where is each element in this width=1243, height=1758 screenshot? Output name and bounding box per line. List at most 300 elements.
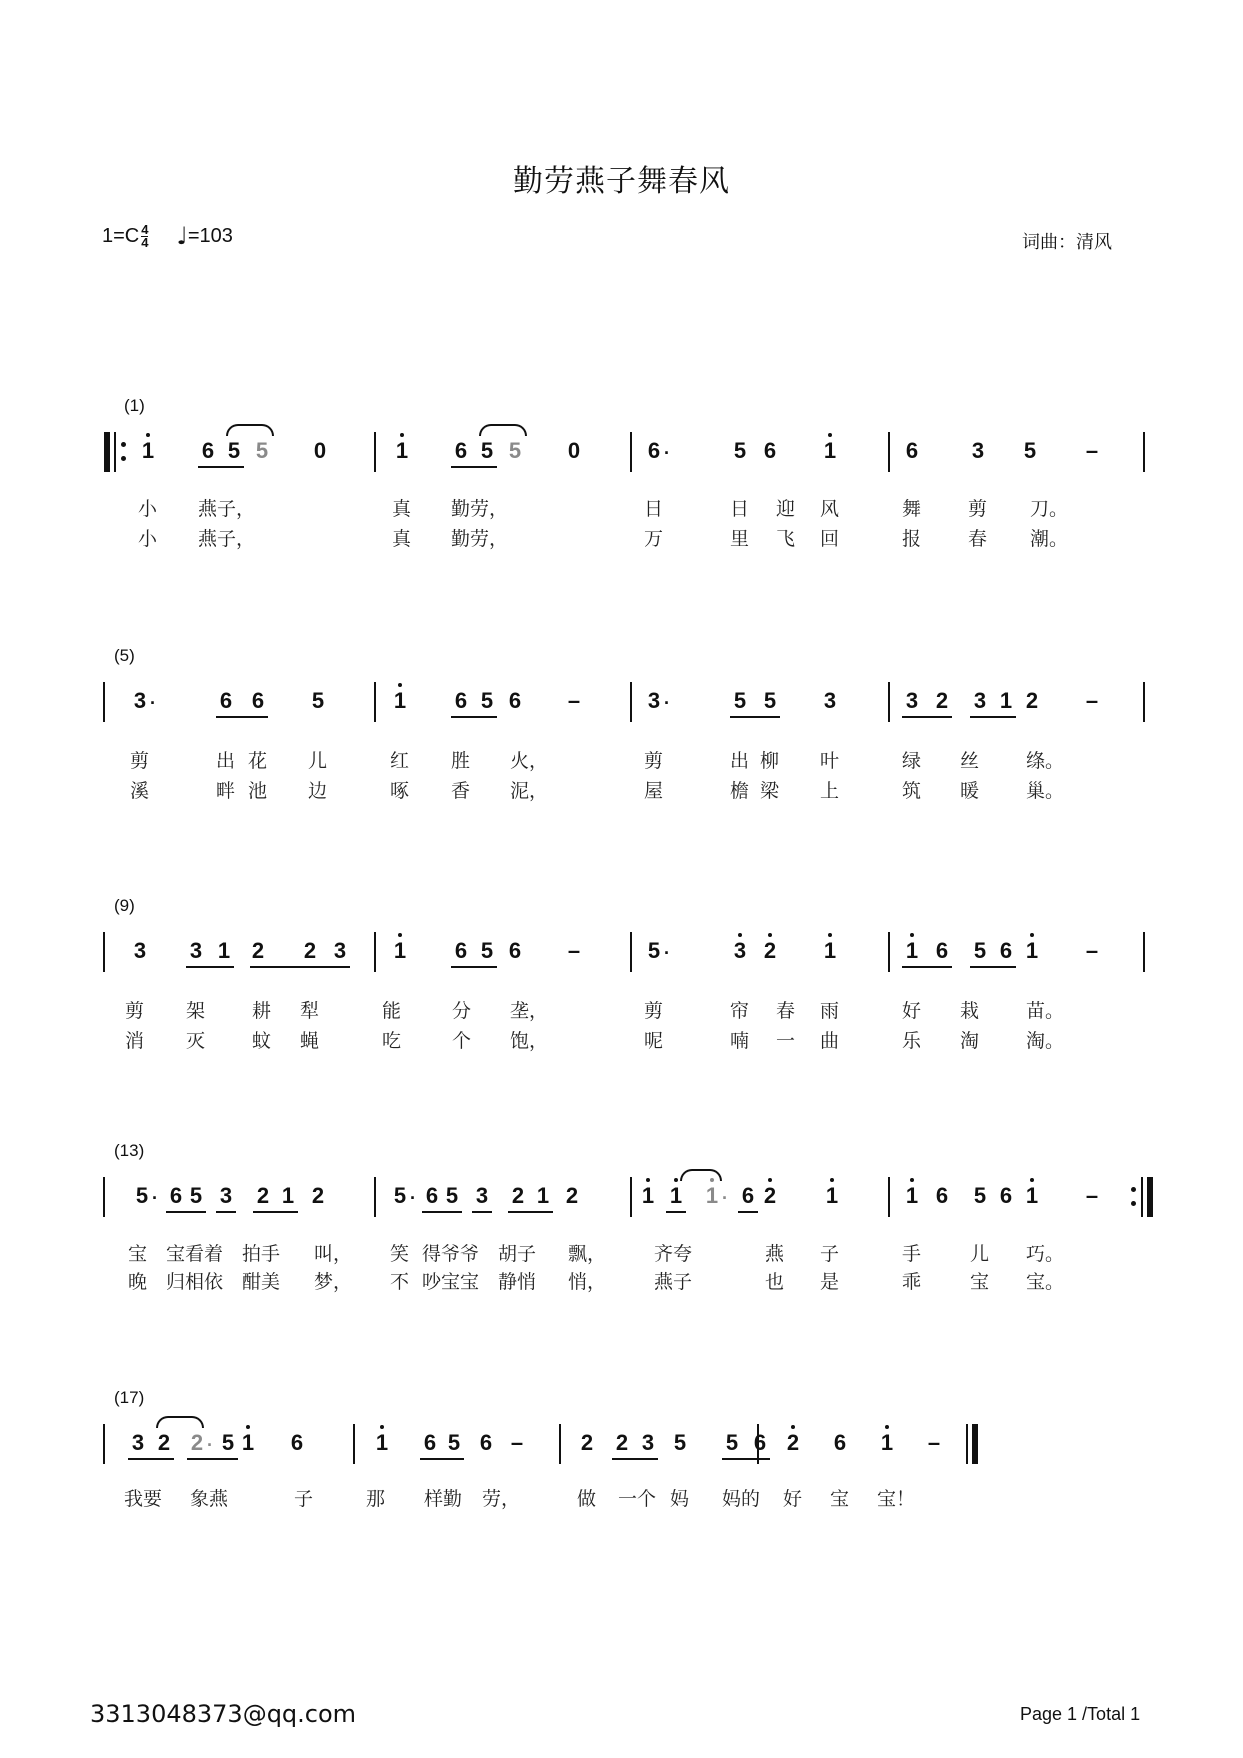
beam-underline: [970, 966, 1016, 968]
lyric-syllable: 巢。: [1026, 780, 1065, 802]
note: 2: [784, 1430, 802, 1456]
repeat-start-barline: [104, 432, 110, 472]
lyric-syllable: 子: [820, 1243, 840, 1265]
note: 5 ·: [393, 1183, 416, 1208]
barline: [374, 1177, 376, 1217]
beam-underline: [451, 716, 497, 718]
note: 2: [761, 938, 779, 964]
note: 6: [999, 1183, 1013, 1208]
lyric-syllable: 剪: [644, 1000, 664, 1022]
lyric-syllable: 象燕: [190, 1488, 229, 1510]
lyric-syllable: 剪: [968, 498, 988, 520]
note: 0: [313, 438, 327, 463]
key-signature: [102, 222, 233, 250]
lyric-syllable: 栽: [960, 1000, 980, 1022]
note: 2: [580, 1430, 594, 1455]
note: 3: [905, 688, 919, 713]
lyric-syllable: 劳，: [482, 1488, 521, 1510]
measure-number: (1): [124, 396, 145, 415]
barline: [630, 432, 632, 472]
lyric-syllable: 样勤: [424, 1488, 463, 1510]
lyric-syllable: 儿: [970, 1243, 990, 1265]
time-signature-bottom: 4: [141, 234, 149, 250]
lyric-syllable: 胡子: [498, 1243, 537, 1265]
sustain-dash: –: [510, 1430, 524, 1455]
sustain-dash: –: [1085, 1183, 1099, 1208]
barline: [1143, 682, 1145, 722]
note: 5: [311, 688, 325, 713]
lyric-syllable: 呢: [644, 1030, 664, 1052]
lyric-syllable: 燕子: [654, 1271, 693, 1293]
note: 5: [973, 938, 987, 963]
note: 6: [454, 438, 468, 463]
lyric-syllable: 齐夸: [654, 1243, 693, 1265]
note: 2: [311, 1183, 325, 1208]
note: 5: [480, 438, 494, 463]
note: 2: [1025, 688, 1039, 713]
barline: [559, 1424, 561, 1464]
lyric-syllable: 真: [392, 528, 412, 550]
lyric-syllable: 檐: [730, 780, 750, 802]
beam-underline: [666, 1211, 686, 1213]
lyric-syllable: 乐: [902, 1030, 922, 1052]
lyric-syllable: 刀。: [1030, 498, 1069, 520]
slur: [226, 424, 274, 436]
lyric-syllable: 蚊: [252, 1030, 272, 1052]
note: 1: [821, 938, 839, 964]
beam-underline: [216, 716, 268, 718]
lyric-syllable: 剪: [130, 750, 150, 772]
lyric-syllable: 日: [730, 498, 750, 520]
note: 1: [821, 438, 839, 464]
lyric-syllable: 宝！: [877, 1488, 916, 1510]
lyric-syllable: 宝: [128, 1243, 148, 1265]
note: 5: [1023, 438, 1037, 463]
note: 1: [536, 1183, 550, 1208]
lyric-syllable: 小: [138, 498, 158, 520]
lyric-syllable: 春: [776, 1000, 796, 1022]
note: 6: [508, 688, 522, 713]
barline: [1143, 432, 1145, 472]
note: 1: [823, 1183, 841, 1209]
note: 1: [1023, 938, 1041, 964]
lyric-syllable: 上: [820, 780, 840, 802]
note: 5: [480, 688, 494, 713]
sustain-dash: –: [927, 1430, 941, 1455]
lyric-syllable: 万: [644, 528, 664, 550]
lyric-syllable: 分: [452, 1000, 472, 1022]
repeat-dots: [121, 438, 127, 466]
lyric-syllable: 飘，: [568, 1243, 607, 1265]
lyric-syllable: 啄: [390, 780, 410, 802]
barline: [374, 432, 376, 472]
note: 2 ·: [190, 1430, 213, 1455]
barline: [888, 932, 890, 972]
lyric-syllable: 巧。: [1026, 1243, 1065, 1265]
beam-underline: [186, 966, 234, 968]
note: 2: [761, 1183, 779, 1209]
lyric-syllable: 红: [390, 750, 410, 772]
lyric-syllable: 架: [186, 1000, 206, 1022]
note: 6: [454, 688, 468, 713]
note: 6: [219, 688, 233, 713]
lyric-syllable: 勤劳，: [451, 498, 509, 520]
lyric-syllable: 叫，: [314, 1243, 353, 1265]
beam-underline: [216, 1211, 236, 1213]
note: 6: [763, 438, 777, 463]
lyric-syllable: 耕: [252, 1000, 272, 1022]
beam-underline: [722, 1458, 770, 1460]
lyric-syllable: 我要: [124, 1488, 163, 1510]
lyric-syllable: 胜: [451, 750, 471, 772]
lyric-syllable: 好: [783, 1488, 803, 1510]
note: 5: [445, 1183, 459, 1208]
barline: [103, 682, 105, 722]
note: 6: [251, 688, 265, 713]
lyric-syllable: 不: [390, 1271, 410, 1293]
lyric-syllable: 燕: [765, 1243, 785, 1265]
note: 5: [725, 1430, 739, 1455]
lyric-syllable: 泥，: [510, 780, 549, 802]
lyric-syllable: 手: [902, 1243, 922, 1265]
lyric-syllable: 出: [730, 750, 750, 772]
barline: [888, 432, 890, 472]
lyric-syllable: 绦。: [1026, 750, 1065, 772]
lyric-syllable: 晚: [128, 1271, 148, 1293]
barline: [888, 1177, 890, 1217]
measure-number: (5): [114, 646, 135, 665]
time-signature: [141, 221, 149, 250]
beam-underline: [128, 1458, 174, 1460]
lyric-syllable: 潮。: [1030, 528, 1069, 550]
lyric-syllable: 帘: [730, 1000, 750, 1022]
sustain-dash: –: [1085, 688, 1099, 713]
lyric-syllable: 燕子，: [198, 498, 256, 520]
lyric-syllable: 是: [820, 1271, 840, 1293]
lyric-syllable: 小: [138, 528, 158, 550]
lyric-syllable: 飞: [776, 528, 796, 550]
lyric-syllable: 好: [902, 1000, 922, 1022]
lyric-syllable: 灭: [186, 1030, 206, 1052]
beam-underline: [970, 716, 1016, 718]
final-barline: [972, 1424, 978, 1464]
lyric-syllable: 也: [765, 1271, 785, 1293]
note: 5: [227, 438, 241, 463]
note: 2: [256, 1183, 270, 1208]
lyric-syllable: 苗。: [1026, 1000, 1065, 1022]
barline: [630, 682, 632, 722]
lyric-syllable: 风: [820, 498, 840, 520]
note: 3: [731, 938, 749, 964]
note: 1: [391, 938, 409, 964]
lyric-syllable: 梁: [760, 780, 780, 802]
lyric-syllable: 宝: [970, 1271, 990, 1293]
lyric-syllable: 叶: [820, 750, 840, 772]
lyric-syllable: 宝: [830, 1488, 850, 1510]
measure-number: (13): [114, 1141, 145, 1160]
note: 1: [391, 688, 409, 714]
note: 5 ·: [647, 938, 670, 963]
lyric-syllable: 报: [902, 528, 922, 550]
lyric-syllable: 香: [451, 780, 471, 802]
staff-row: [0, 1141, 1243, 1341]
staff-row: [0, 896, 1243, 1096]
note: 6: [935, 938, 949, 963]
note: 5: [733, 438, 747, 463]
note: 6: [905, 438, 919, 463]
note: 1: [999, 688, 1013, 713]
note: 6: [479, 1430, 493, 1455]
lyric-syllable: 吃: [382, 1030, 402, 1052]
lyric-syllable: 剪: [644, 750, 664, 772]
note: 2: [565, 1183, 579, 1208]
lyric-syllable: 柳: [760, 750, 780, 772]
sustain-dash: –: [567, 938, 581, 963]
key-label: 1=C: [102, 224, 140, 247]
note: 1: [393, 438, 411, 464]
barline: [103, 1177, 105, 1217]
lyric-syllable: 梦，: [314, 1271, 353, 1293]
note: 5: [189, 1183, 203, 1208]
note: 1: [903, 938, 921, 964]
contact-email: 3313048373@qq.com: [90, 1700, 357, 1728]
note: 5: [255, 438, 269, 463]
barline: [374, 932, 376, 972]
note: 2: [303, 938, 317, 963]
time-signature-top: 4: [141, 221, 149, 237]
note: 1: [139, 438, 157, 464]
lyric-syllable: 饱，: [510, 1030, 549, 1052]
lyric-syllable: 儿: [308, 750, 328, 772]
note: 3 ·: [647, 688, 670, 713]
lyric-syllable: 剪: [125, 1000, 145, 1022]
slur: [156, 1416, 204, 1428]
note: 2: [615, 1430, 629, 1455]
note: 2: [511, 1183, 525, 1208]
lyric-syllable: 火，: [510, 750, 549, 772]
note: 3: [641, 1430, 655, 1455]
note: 6: [935, 1183, 949, 1208]
beam-underline: [451, 966, 497, 968]
note: 3 ·: [133, 688, 156, 713]
note: 1: [239, 1430, 257, 1456]
repeat-end-barline: [1141, 1177, 1143, 1217]
repeat-end-barline: [1147, 1177, 1153, 1217]
note: 6: [423, 1430, 437, 1455]
composer-credit: 词曲：清风: [1022, 232, 1112, 253]
note: 6: [753, 1430, 767, 1455]
note: 3: [973, 688, 987, 713]
note: 3: [475, 1183, 489, 1208]
quarter-note-icon: ♩: [176, 222, 188, 250]
lyric-syllable: 妈的: [722, 1488, 761, 1510]
note: 6: [169, 1183, 183, 1208]
lyric-syllable: 曲: [820, 1030, 840, 1052]
lyric-syllable: 笑: [390, 1243, 410, 1265]
lyric-syllable: 日: [644, 498, 664, 520]
beam-underline: [420, 1458, 464, 1460]
song-title: 勤劳燕子舞春风: [513, 164, 730, 199]
lyric-syllable: 能: [382, 1000, 402, 1022]
lyric-syllable: 花: [248, 750, 268, 772]
lyric-syllable: 子: [294, 1488, 314, 1510]
lyric-syllable: 真: [392, 498, 412, 520]
lyric-syllable: 喃: [730, 1030, 750, 1052]
sustain-dash: –: [1085, 938, 1099, 963]
lyric-syllable: 筑: [902, 780, 922, 802]
note: 5 ·: [135, 1183, 158, 1208]
lyric-syllable: 暖: [960, 780, 980, 802]
note: 3: [219, 1183, 233, 1208]
beam-underline: [253, 1211, 298, 1213]
beam-underline: [738, 1211, 758, 1213]
lyric-syllable: 一个: [618, 1488, 657, 1510]
lyric-syllable: 消: [125, 1030, 145, 1052]
note: 5: [447, 1430, 461, 1455]
note: 5: [673, 1430, 687, 1455]
slur: [479, 424, 527, 436]
note: 5: [973, 1183, 987, 1208]
measure-number: (9): [114, 896, 135, 915]
beam-underline: [250, 966, 350, 968]
lyric-syllable: 舞: [902, 498, 922, 520]
lyric-syllable: 里: [730, 528, 750, 550]
note: 1: [639, 1183, 657, 1209]
lyric-syllable: 妈: [670, 1488, 690, 1510]
note: 6: [454, 938, 468, 963]
note: 0: [567, 438, 581, 463]
beam-underline: [472, 1211, 492, 1213]
page-indicator: Page 1 /Total 1: [1020, 1704, 1141, 1724]
lyric-syllable: 归相依: [166, 1271, 224, 1293]
note: 3: [189, 938, 203, 963]
note: 5: [508, 438, 522, 463]
lyric-syllable: 宝看着: [166, 1243, 224, 1265]
final-barline: [966, 1424, 968, 1464]
note: 6: [741, 1183, 755, 1208]
beam-underline: [508, 1211, 553, 1213]
barline: [630, 1177, 632, 1217]
lyric-syllable: 勤劳，: [451, 528, 509, 550]
note: 3: [333, 938, 347, 963]
lyric-syllable: 淘。: [1026, 1030, 1065, 1052]
note: 1: [878, 1430, 896, 1456]
note: 6: [425, 1183, 439, 1208]
sustain-dash: –: [567, 688, 581, 713]
repeat-start-barline: [114, 432, 116, 472]
barline: [103, 1424, 105, 1464]
lyric-syllable: 悄，: [568, 1271, 607, 1293]
lyric-syllable: 酣美: [242, 1271, 281, 1293]
lyric-syllable: 做: [577, 1488, 597, 1510]
note: 1: [1023, 1183, 1041, 1209]
lyric-syllable: 一: [776, 1030, 796, 1052]
barline: [630, 932, 632, 972]
note: 6: [833, 1430, 847, 1455]
lyric-syllable: 得爷爷: [422, 1243, 480, 1265]
barline: [888, 682, 890, 722]
note: 3: [131, 1430, 145, 1455]
lyric-syllable: 雨: [820, 1000, 840, 1022]
staff-row: [0, 396, 1243, 596]
lyric-syllable: 畔: [216, 780, 236, 802]
note: 2: [935, 688, 949, 713]
lyric-syllable: 溪: [130, 780, 150, 802]
lyric-syllable: 宝。: [1026, 1271, 1065, 1293]
lyric-syllable: 绿: [902, 750, 922, 772]
lyric-syllable: 丝: [960, 750, 980, 772]
barline: [103, 932, 105, 972]
lyric-syllable: 那: [366, 1488, 386, 1510]
barline: [353, 1424, 355, 1464]
note: 6: [999, 938, 1013, 963]
slur: [680, 1169, 722, 1181]
staff-row: [0, 1388, 1243, 1588]
lyric-syllable: 蝇: [300, 1030, 320, 1052]
note: 5: [221, 1430, 235, 1455]
lyric-syllable: 吵宝宝: [422, 1271, 480, 1293]
repeat-dots: [1131, 1183, 1137, 1211]
lyric-syllable: 春: [968, 528, 988, 550]
lyric-syllable: 边: [308, 780, 328, 802]
note: 5: [733, 688, 747, 713]
beam-underline: [187, 1458, 238, 1460]
note: 3: [971, 438, 985, 463]
note: 1: [281, 1183, 295, 1208]
note: 6: [290, 1430, 304, 1455]
note: 1: [903, 1183, 921, 1209]
lyric-syllable: 犁: [300, 1000, 320, 1022]
beam-underline: [422, 1211, 462, 1213]
lyric-syllable: 迎: [776, 498, 796, 520]
beam-underline: [902, 716, 952, 718]
note: 1: [373, 1430, 391, 1456]
lyric-syllable: 屋: [644, 780, 664, 802]
lyric-syllable: 拍手: [242, 1243, 281, 1265]
sustain-dash: –: [1085, 438, 1099, 463]
beam-underline: [166, 1211, 206, 1213]
beam-underline: [451, 466, 497, 468]
barline: [374, 682, 376, 722]
note: 6 ·: [647, 438, 670, 463]
note: 1 ·: [703, 1183, 721, 1209]
note: 5: [480, 938, 494, 963]
note: 3: [823, 688, 837, 713]
lyric-syllable: 池: [248, 780, 268, 802]
lyric-syllable: 出: [216, 750, 236, 772]
lyric-syllable: 回: [820, 528, 840, 550]
beam-underline: [198, 466, 244, 468]
note: 1: [667, 1183, 685, 1209]
lyric-syllable: 燕子，: [198, 528, 256, 550]
note: 3: [133, 938, 147, 963]
lyric-syllable: 乖: [902, 1271, 922, 1293]
note: 1: [217, 938, 231, 963]
note: 6: [508, 938, 522, 963]
lyric-syllable: 静悄: [498, 1271, 537, 1293]
measure-number: (17): [114, 1388, 145, 1407]
staff-row: [0, 646, 1243, 846]
note: 5: [763, 688, 777, 713]
lyric-syllable: 淘: [960, 1030, 980, 1052]
note: 2: [157, 1430, 171, 1455]
tempo-value: =103: [187, 224, 233, 247]
lyric-syllable: 个: [452, 1030, 472, 1052]
beam-underline: [730, 716, 780, 718]
note: 6: [201, 438, 215, 463]
beam-underline: [902, 966, 952, 968]
beam-underline: [612, 1458, 658, 1460]
